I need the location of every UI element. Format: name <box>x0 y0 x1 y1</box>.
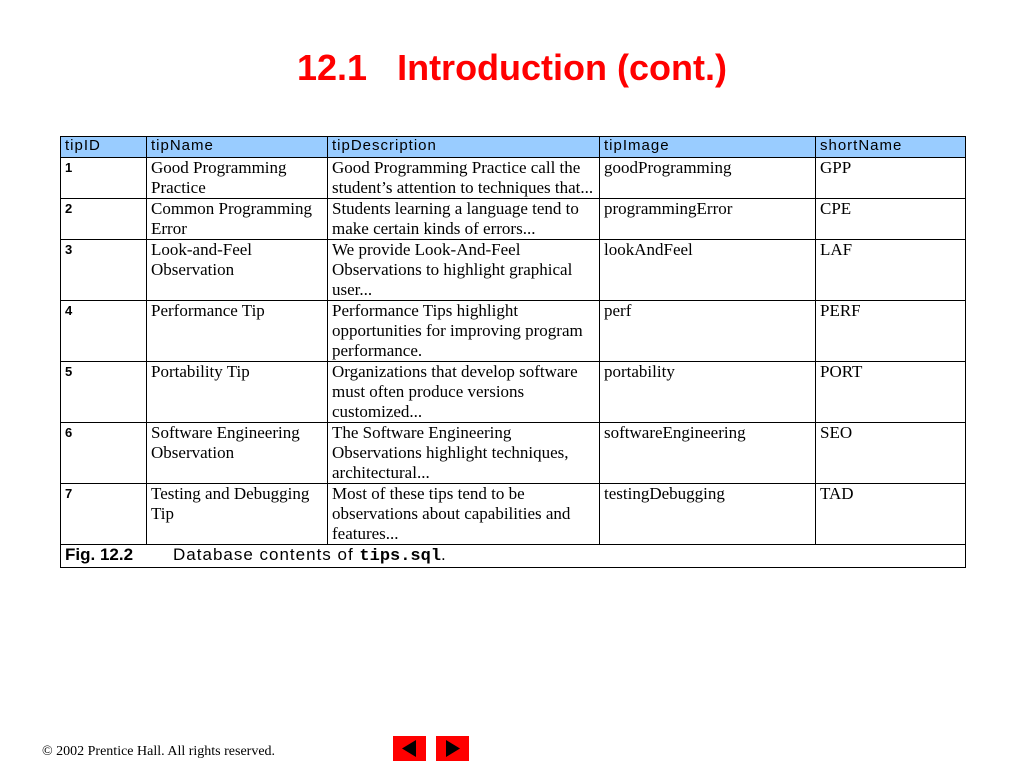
header-row <box>61 137 966 158</box>
cell-tip-name: Testing and Debugging Tip <box>147 484 328 545</box>
cell-tip-id: 4 <box>61 301 147 362</box>
cell-tip-image: perf <box>600 301 816 362</box>
cell-tip-image: programmingError <box>600 199 816 240</box>
cell-tip-id: 1 <box>61 158 147 199</box>
table-row <box>61 301 966 362</box>
left-arrow-icon <box>393 736 426 761</box>
cell-short-name: GPP <box>816 158 966 199</box>
figure-caption <box>61 545 966 568</box>
cell-tip-image: lookAndFeel <box>600 240 816 301</box>
cell-tip-description: The Software Engineering Observations highlight techniques, architectural... <box>328 423 600 484</box>
cell-short-name: PERF <box>816 301 966 362</box>
cell-tip-description: Performance Tips highlight opportunities for improving program performance. <box>328 301 600 362</box>
cell-tip-description: Organizations that develop software must often produce versions customized... <box>328 362 600 423</box>
header-short-name: shortName <box>816 137 966 158</box>
cell-tip-name: Software Engineering Observation <box>147 423 328 484</box>
cell-tip-id: 3 <box>61 240 147 301</box>
tips-table <box>60 136 966 568</box>
header-tip-image: tipImage <box>600 137 816 158</box>
table-row <box>61 158 966 199</box>
table-row <box>61 240 966 301</box>
slide-title: 12.1 Introduction (cont.) <box>297 47 727 88</box>
header-tip-id: tipID <box>61 137 147 158</box>
cell-tip-id: 5 <box>61 362 147 423</box>
copyright-footer: © 2002 Prentice Hall. All rights reserved. <box>42 744 276 759</box>
caption-end: . <box>441 545 447 564</box>
caption-code: tips.sql <box>359 547 442 566</box>
header-tip-name: tipName <box>147 137 328 158</box>
cell-tip-name: Common Programming Error <box>147 199 328 240</box>
caption-row <box>61 545 966 568</box>
cell-short-name: TAD <box>816 484 966 545</box>
cell-tip-image: testingDebugging <box>600 484 816 545</box>
figure-number: Fig. 12.2 <box>65 545 134 564</box>
cell-tip-id: 6 <box>61 423 147 484</box>
cell-tip-name: Look-and-Feel Observation <box>147 240 328 301</box>
right-arrow-icon <box>436 736 469 761</box>
cell-short-name: SEO <box>816 423 966 484</box>
cell-tip-description: Most of these tips tend to be observations about capabilities and features... <box>328 484 600 545</box>
cell-short-name: LAF <box>816 240 966 301</box>
table-row <box>61 362 966 423</box>
previous-slide-button[interactable] <box>393 736 426 761</box>
table-row <box>61 484 966 545</box>
cell-tip-image: softwareEngineering <box>600 423 816 484</box>
cell-tip-name: Portability Tip <box>147 362 328 423</box>
table-row <box>61 199 966 240</box>
next-slide-button[interactable] <box>436 736 469 761</box>
cell-tip-image: portability <box>600 362 816 423</box>
cell-tip-id: 2 <box>61 199 147 240</box>
cell-tip-description: Students learning a language tend to make certain kinds of errors... <box>328 199 600 240</box>
cell-short-name: PORT <box>816 362 966 423</box>
header-tip-description: tipDescription <box>328 137 600 158</box>
cell-tip-name: Performance Tip <box>147 301 328 362</box>
caption-text: Database contents of <box>173 545 360 564</box>
cell-tip-id: 7 <box>61 484 147 545</box>
cell-short-name: CPE <box>816 199 966 240</box>
cell-tip-description: We provide Look-And-Feel Observations to highlight graphical user... <box>328 240 600 301</box>
cell-tip-name: Good Programming Practice <box>147 158 328 199</box>
cell-tip-description: Good Programming Practice call the student’s attention to techniques that... <box>328 158 600 199</box>
table-row <box>61 423 966 484</box>
cell-tip-image: goodProgramming <box>600 158 816 199</box>
